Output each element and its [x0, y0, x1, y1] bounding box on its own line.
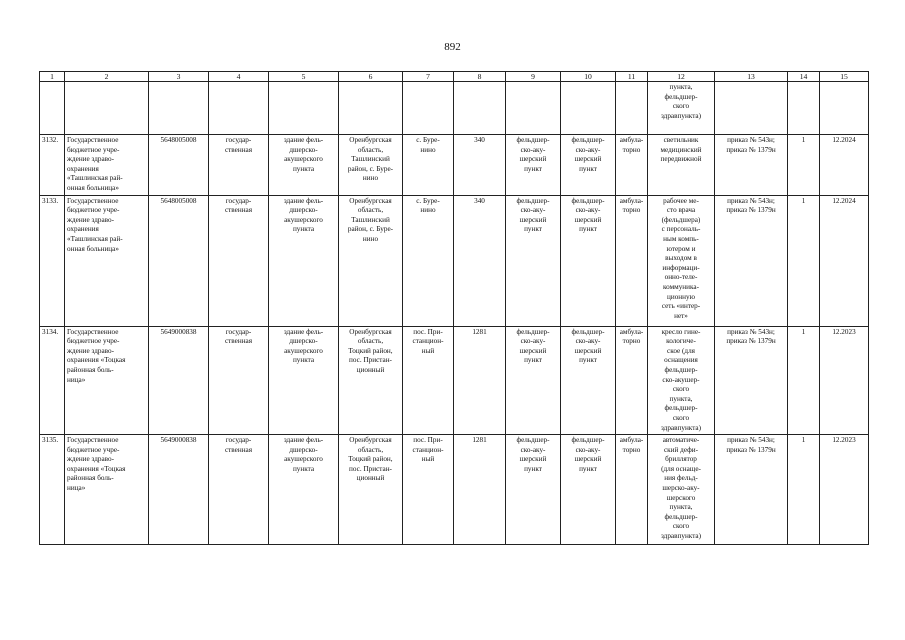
cell [209, 82, 269, 135]
header-cell: 11 [616, 72, 648, 82]
header-cell: 7 [403, 72, 454, 82]
quantity-cell: 1 [788, 326, 820, 435]
header-cell: 4 [209, 72, 269, 82]
locality-cell: с. Буре- нино [403, 135, 454, 196]
organization-cell: Государственное бюджетное учре- ждение здраво- охранения «Тоцкая районная боль- ница» [65, 435, 149, 545]
order-cell: приказ № 543н; приказ № 1379н [715, 326, 788, 435]
code-cell: 5648005008 [149, 135, 209, 196]
cell [715, 82, 788, 135]
building-cell: здание фель- дшерско- акушерского пункта [269, 435, 339, 545]
population-cell: 340 [454, 195, 506, 326]
equipment-cell: светильник медицинский передвижной [648, 135, 715, 196]
header-cell: 9 [506, 72, 561, 82]
page-number: 892 [444, 41, 461, 53]
equipment-cell: кресло гине- кологиче- ское (для оснащения фельдшер- ско-акушер- ского пункта, фельдшер- ского здравпункта) [648, 326, 715, 435]
table-row [40, 435, 869, 545]
header-cell: 6 [339, 72, 403, 82]
date-cell: 12.2023 [820, 326, 869, 435]
locality-cell: с. Буре- нино [403, 195, 454, 326]
ownership-cell: государ- ственная [209, 135, 269, 196]
register-table [39, 71, 869, 545]
table-row [40, 135, 869, 196]
facility-type-cell: фельдшер- ско-аку- шерский пункт [506, 135, 561, 196]
care-cell: амбула- торно [616, 435, 648, 545]
date-cell: 12.2024 [820, 195, 869, 326]
order-cell: приказ № 543н; приказ № 1379н [715, 195, 788, 326]
organization-cell: Государственное бюджетное учре- ждение здраво- охранения «Ташлинская рай- онная больница» [65, 135, 149, 196]
header-cell: 13 [715, 72, 788, 82]
cell [454, 82, 506, 135]
cell [269, 82, 339, 135]
care-cell: амбула- торно [616, 326, 648, 435]
header-row [40, 72, 869, 82]
header-cell: 8 [454, 72, 506, 82]
table-row [40, 326, 869, 435]
facility-type-cell: фельдшер- ско-аку- шерский пункт [561, 135, 616, 196]
header-cell: 14 [788, 72, 820, 82]
header-cell: 3 [149, 72, 209, 82]
population-cell: 1281 [454, 435, 506, 545]
address-cell: Оренбургская область, Ташлинский район, с. Буре- нино [339, 135, 403, 196]
header-cell: 15 [820, 72, 869, 82]
equipment-cell: автоматиче- ский дефи- бриллятор (для оснаще- ния фельд- шерско-аку- шерского пункта, фельдшер- ского здравпункта) [648, 435, 715, 545]
facility-type-cell: фельдшер- ско-аку- шерский пункт [506, 435, 561, 545]
facility-type-cell: фельдшер- ско-аку- шерский пункт [506, 326, 561, 435]
quantity-cell: 1 [788, 135, 820, 196]
equipment-cell: пункта, фельдшер- ского здравпункта) [648, 82, 715, 135]
cell [788, 82, 820, 135]
row-number: 3132. [40, 135, 65, 196]
address-cell: Оренбургская область, Ташлинский район, с. Буре- нино [339, 195, 403, 326]
date-cell: 12.2023 [820, 435, 869, 545]
ownership-cell: государ- ственная [209, 195, 269, 326]
cell [561, 82, 616, 135]
care-cell: амбула- торно [616, 195, 648, 326]
facility-type-cell: фельдшер- ско-аку- шерский пункт [561, 435, 616, 545]
population-cell: 340 [454, 135, 506, 196]
cell [820, 82, 869, 135]
address-cell: Оренбургская область, Тоцкий район, пос. Пристан- ционный [339, 435, 403, 545]
cell [40, 82, 65, 135]
facility-type-cell: фельдшер- ско-аку- шерский пункт [561, 195, 616, 326]
quantity-cell: 1 [788, 195, 820, 326]
header-cell: 1 [40, 72, 65, 82]
header-cell: 12 [648, 72, 715, 82]
header-cell: 5 [269, 72, 339, 82]
ownership-cell: государ- ственная [209, 326, 269, 435]
continuation-row [40, 82, 869, 135]
cell [403, 82, 454, 135]
order-cell: приказ № 543н; приказ № 1379н [715, 135, 788, 196]
cell [149, 82, 209, 135]
row-number: 3133. [40, 195, 65, 326]
organization-cell: Государственное бюджетное учре- ждение здраво- охранения «Тоцкая районная боль- ница» [65, 326, 149, 435]
building-cell: здание фель- дшерско- акушерского пункта [269, 195, 339, 326]
code-cell: 5649000838 [149, 435, 209, 545]
code-cell: 5649000838 [149, 326, 209, 435]
locality-cell: пос. При- станцион- ный [403, 435, 454, 545]
care-cell: амбула- торно [616, 135, 648, 196]
building-cell: здание фель- дшерско- акушерского пункта [269, 135, 339, 196]
facility-type-cell: фельдшер- ско-аку- шерский пункт [506, 195, 561, 326]
table-row [40, 195, 869, 326]
date-cell: 12.2024 [820, 135, 869, 196]
cell [616, 82, 648, 135]
quantity-cell: 1 [788, 435, 820, 545]
row-number: 3134. [40, 326, 65, 435]
cell [506, 82, 561, 135]
population-cell: 1281 [454, 326, 506, 435]
cell [65, 82, 149, 135]
organization-cell: Государственное бюджетное учре- ждение здраво- охранения «Ташлинская рай- онная больница» [65, 195, 149, 326]
building-cell: здание фель- дшерско- акушерского пункта [269, 326, 339, 435]
header-cell: 10 [561, 72, 616, 82]
order-cell: приказ № 543н; приказ № 1379н [715, 435, 788, 545]
header-cell: 2 [65, 72, 149, 82]
equipment-cell: рабочее ме- сто врача (фельдшера) с персональ- ным компь- ютером и выходом в информаци- онно-теле- коммуника- ционную сеть «интер- нет» [648, 195, 715, 326]
row-number: 3135. [40, 435, 65, 545]
address-cell: Оренбургская область, Тоцкий район, пос. Пристан- ционный [339, 326, 403, 435]
facility-type-cell: фельдшер- ско-аку- шерский пункт [561, 326, 616, 435]
ownership-cell: государ- ственная [209, 435, 269, 545]
locality-cell: пос. При- станцион- ный [403, 326, 454, 435]
code-cell: 5648005008 [149, 195, 209, 326]
cell [339, 82, 403, 135]
